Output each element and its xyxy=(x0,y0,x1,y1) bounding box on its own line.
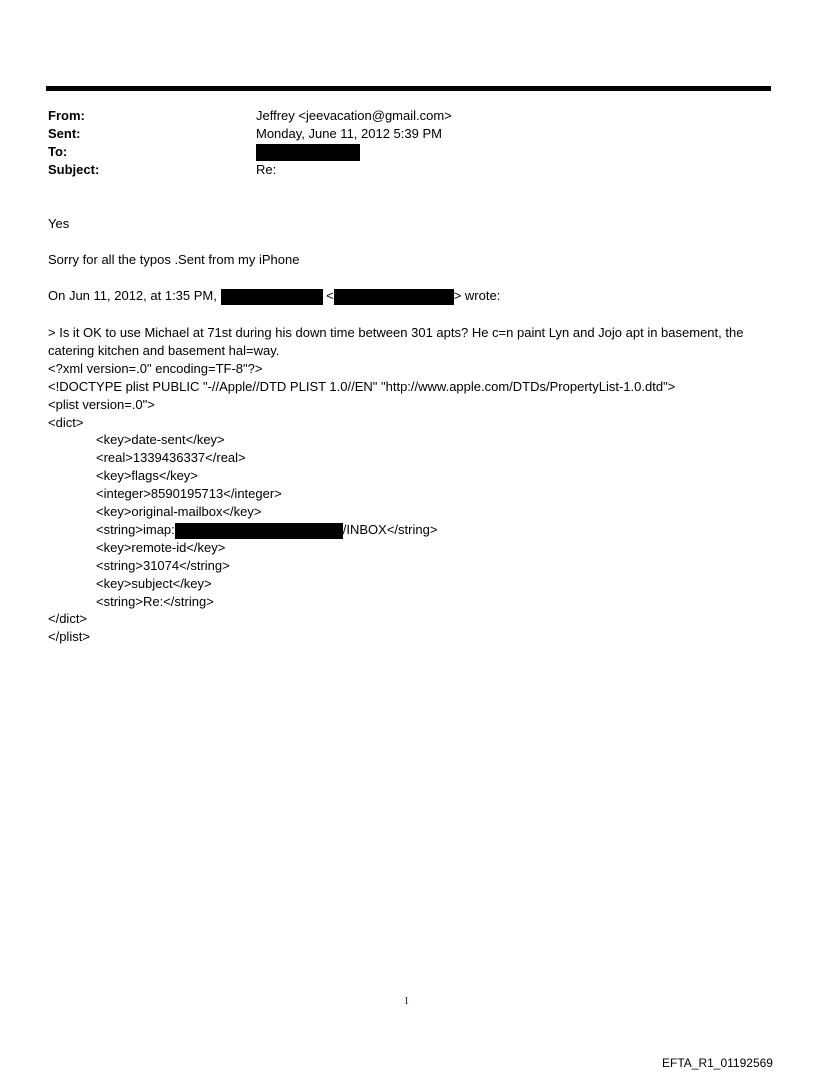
redaction-block xyxy=(175,523,343,539)
from-value: Jeffrey <jeevacation@gmail.com> xyxy=(256,108,452,123)
quoted-line-1: > Is it OK to use Michael at 71st during his down time between 301 apts? He c=n paint Lyn and Jojo apt in basement, the xyxy=(48,325,744,340)
signature-text: Sorry for all the typos .Sent from my iPhone xyxy=(48,252,300,267)
sent-value: Monday, June 11, 2012 5:39 PM xyxy=(256,126,442,141)
header-rule xyxy=(46,86,771,91)
redaction-block xyxy=(256,144,360,161)
plist-xml-decl: <?xml version=.0" encoding=TF-8"?> xyxy=(48,361,263,376)
from-label: From: xyxy=(48,108,85,123)
plist-key-mailbox: <key>original-mailbox</key> xyxy=(96,504,262,519)
subject-label: Subject: xyxy=(48,162,100,177)
redaction-block xyxy=(221,289,323,305)
quote-intro xyxy=(48,287,500,305)
dict-close: </dict> xyxy=(48,611,88,626)
plist-imap-prefix: <string>imap: xyxy=(96,522,175,537)
plist-string-subject: <string>Re:</string> xyxy=(96,594,214,609)
quoted-line-2: catering kitchen and basement hal=way. xyxy=(48,343,280,358)
quote-intro-suffix: > wrote: xyxy=(453,288,501,303)
redaction-block xyxy=(334,289,454,305)
subject-value: Re: xyxy=(256,162,277,177)
plist-string-imap xyxy=(96,521,437,539)
dict-open: <dict> xyxy=(48,415,84,430)
plist-imap-suffix: /INBOX</string> xyxy=(342,522,438,537)
plist-close: </plist> xyxy=(48,629,90,644)
plist-integer-value: <integer>8590195713</integer> xyxy=(96,486,282,501)
plist-open: <plist version=.0"> xyxy=(48,397,155,412)
plist-real-value: <real>1339436337</real> xyxy=(96,450,246,465)
page-number: 1 xyxy=(404,996,409,1007)
plist-string-remote-id: <string>31074</string> xyxy=(96,558,230,573)
document-id: EFTA_R1_01192569 xyxy=(662,1056,773,1070)
sent-label: Sent: xyxy=(48,126,81,141)
to-value xyxy=(256,143,360,161)
plist-doctype: <!DOCTYPE plist PUBLIC "-//Apple//DTD PLIST 1.0//EN" "http://www.apple.com/DTDs/PropertyList-1.0.dtd"> xyxy=(48,379,676,394)
plist-key-remote-id: <key>remote-id</key> xyxy=(96,540,226,555)
plist-key-subject: <key>subject</key> xyxy=(96,576,212,591)
plist-key-flags: <key>flags</key> xyxy=(96,468,198,483)
quote-intro-lt: < xyxy=(326,288,334,303)
to-label: To: xyxy=(48,144,68,159)
plist-key-date-sent: <key>date-sent</key> xyxy=(96,432,225,447)
quote-intro-prefix: On Jun 11, 2012, at 1:35 PM, xyxy=(48,288,217,303)
reply-text: Yes xyxy=(48,216,70,231)
